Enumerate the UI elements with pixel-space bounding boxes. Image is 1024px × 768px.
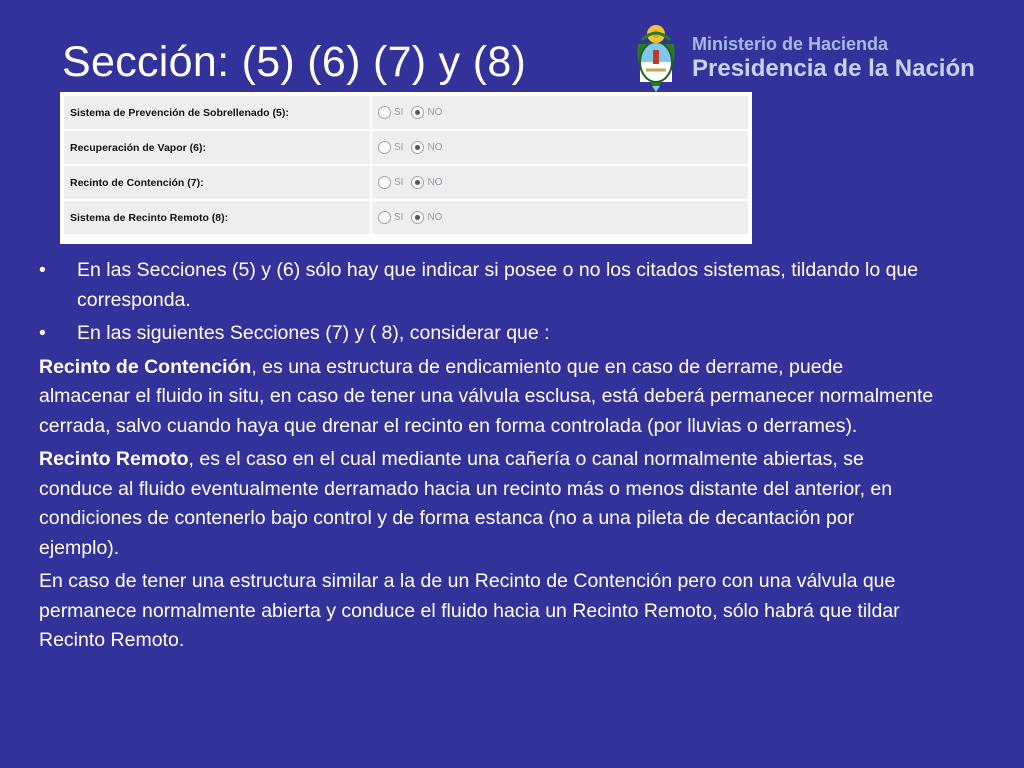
option-no-label: NO — [427, 107, 443, 118]
row-options — [372, 166, 748, 199]
form-row-remoto — [64, 201, 748, 234]
ministry-logo — [632, 20, 1012, 92]
definition-recinto-contencion — [39, 353, 939, 442]
row-options — [372, 96, 748, 129]
radio-no[interactable] — [411, 106, 424, 119]
term: Recinto de Contención — [39, 355, 252, 378]
option-si-label: SI — [394, 142, 404, 153]
radio-no[interactable] — [411, 141, 424, 154]
bullet-item — [39, 319, 939, 349]
bullet-item — [39, 256, 939, 315]
radio-no[interactable] — [411, 211, 424, 224]
row-label: Sistema de Prevención de Sobrellenado (5): — [64, 96, 372, 129]
option-no-label: NO — [427, 142, 443, 153]
coat-of-arms-icon — [632, 20, 680, 92]
row-options — [372, 131, 748, 164]
radio-no[interactable] — [411, 176, 424, 189]
slide-body — [39, 256, 939, 656]
row-label: Recuperación de Vapor (6): — [64, 131, 372, 164]
option-no-label: NO — [427, 177, 443, 188]
note-paragraph — [39, 567, 939, 656]
form-row-recuperacion — [64, 131, 748, 164]
definition-text: , es el caso en el cual mediante una cañería o canal normalmente abiertas, se conduce al fluido eventualmente derramado hacia un recinto más o menos distante del anterior, en condiciones de contenerlo bajo control y de forma estanca (no a una pileta de decantación por ejemplo). — [39, 448, 893, 559]
form-row-contencion — [64, 166, 748, 199]
bullet-mark: • — [39, 259, 46, 281]
option-si-label: SI — [394, 107, 404, 118]
row-options — [372, 201, 748, 234]
radio-si[interactable] — [378, 211, 391, 224]
option-si-label: SI — [394, 212, 404, 223]
logo-presidency-name: Presidencia de la Nación — [692, 55, 975, 82]
option-no-label: NO — [427, 212, 443, 223]
option-si-label: SI — [394, 177, 404, 188]
definition-recinto-remoto — [39, 445, 939, 563]
radio-si[interactable] — [378, 176, 391, 189]
row-label: Recinto de Contención (7): — [64, 166, 372, 199]
definition-text: , es una estructura de endicamiento que en caso de derrame, puede almacenar el fluido in situ, en caso de tener una válvula esclusa, está deberá permanecer normalmente cerrada, salvo cuando haya que drenar el recinto en forma controlada (por lluvias o derrames). — [39, 355, 934, 437]
bullet-mark: • — [39, 322, 46, 344]
bullet-text: En las siguientes Secciones (7) y ( 8), considerar que : — [77, 322, 550, 344]
row-label: Sistema de Recinto Remoto (8): — [64, 201, 372, 234]
note-text: En caso de tener una estructura similar a la de un Recinto de Contención pero con una válvula que permanece normalmente abierta y conduce el fluido hacia un Recinto Remoto, sólo habrá que tildar Recinto Remoto. — [39, 570, 900, 651]
form-screenshot — [60, 92, 752, 244]
logo-ministry-name: Ministerio de Hacienda — [692, 34, 889, 54]
radio-si[interactable] — [378, 141, 391, 154]
bullet-text: En las Secciones (5) y (6) sólo hay que indicar si posee o no los citados sistemas, tildando lo que corresponda. — [77, 259, 919, 311]
form-row-sobrellenado — [64, 96, 748, 129]
radio-si[interactable] — [378, 106, 391, 119]
page-title: Sección: (5) (6) (7) y (8) — [62, 38, 527, 86]
term: Recinto Remoto — [39, 448, 189, 470]
